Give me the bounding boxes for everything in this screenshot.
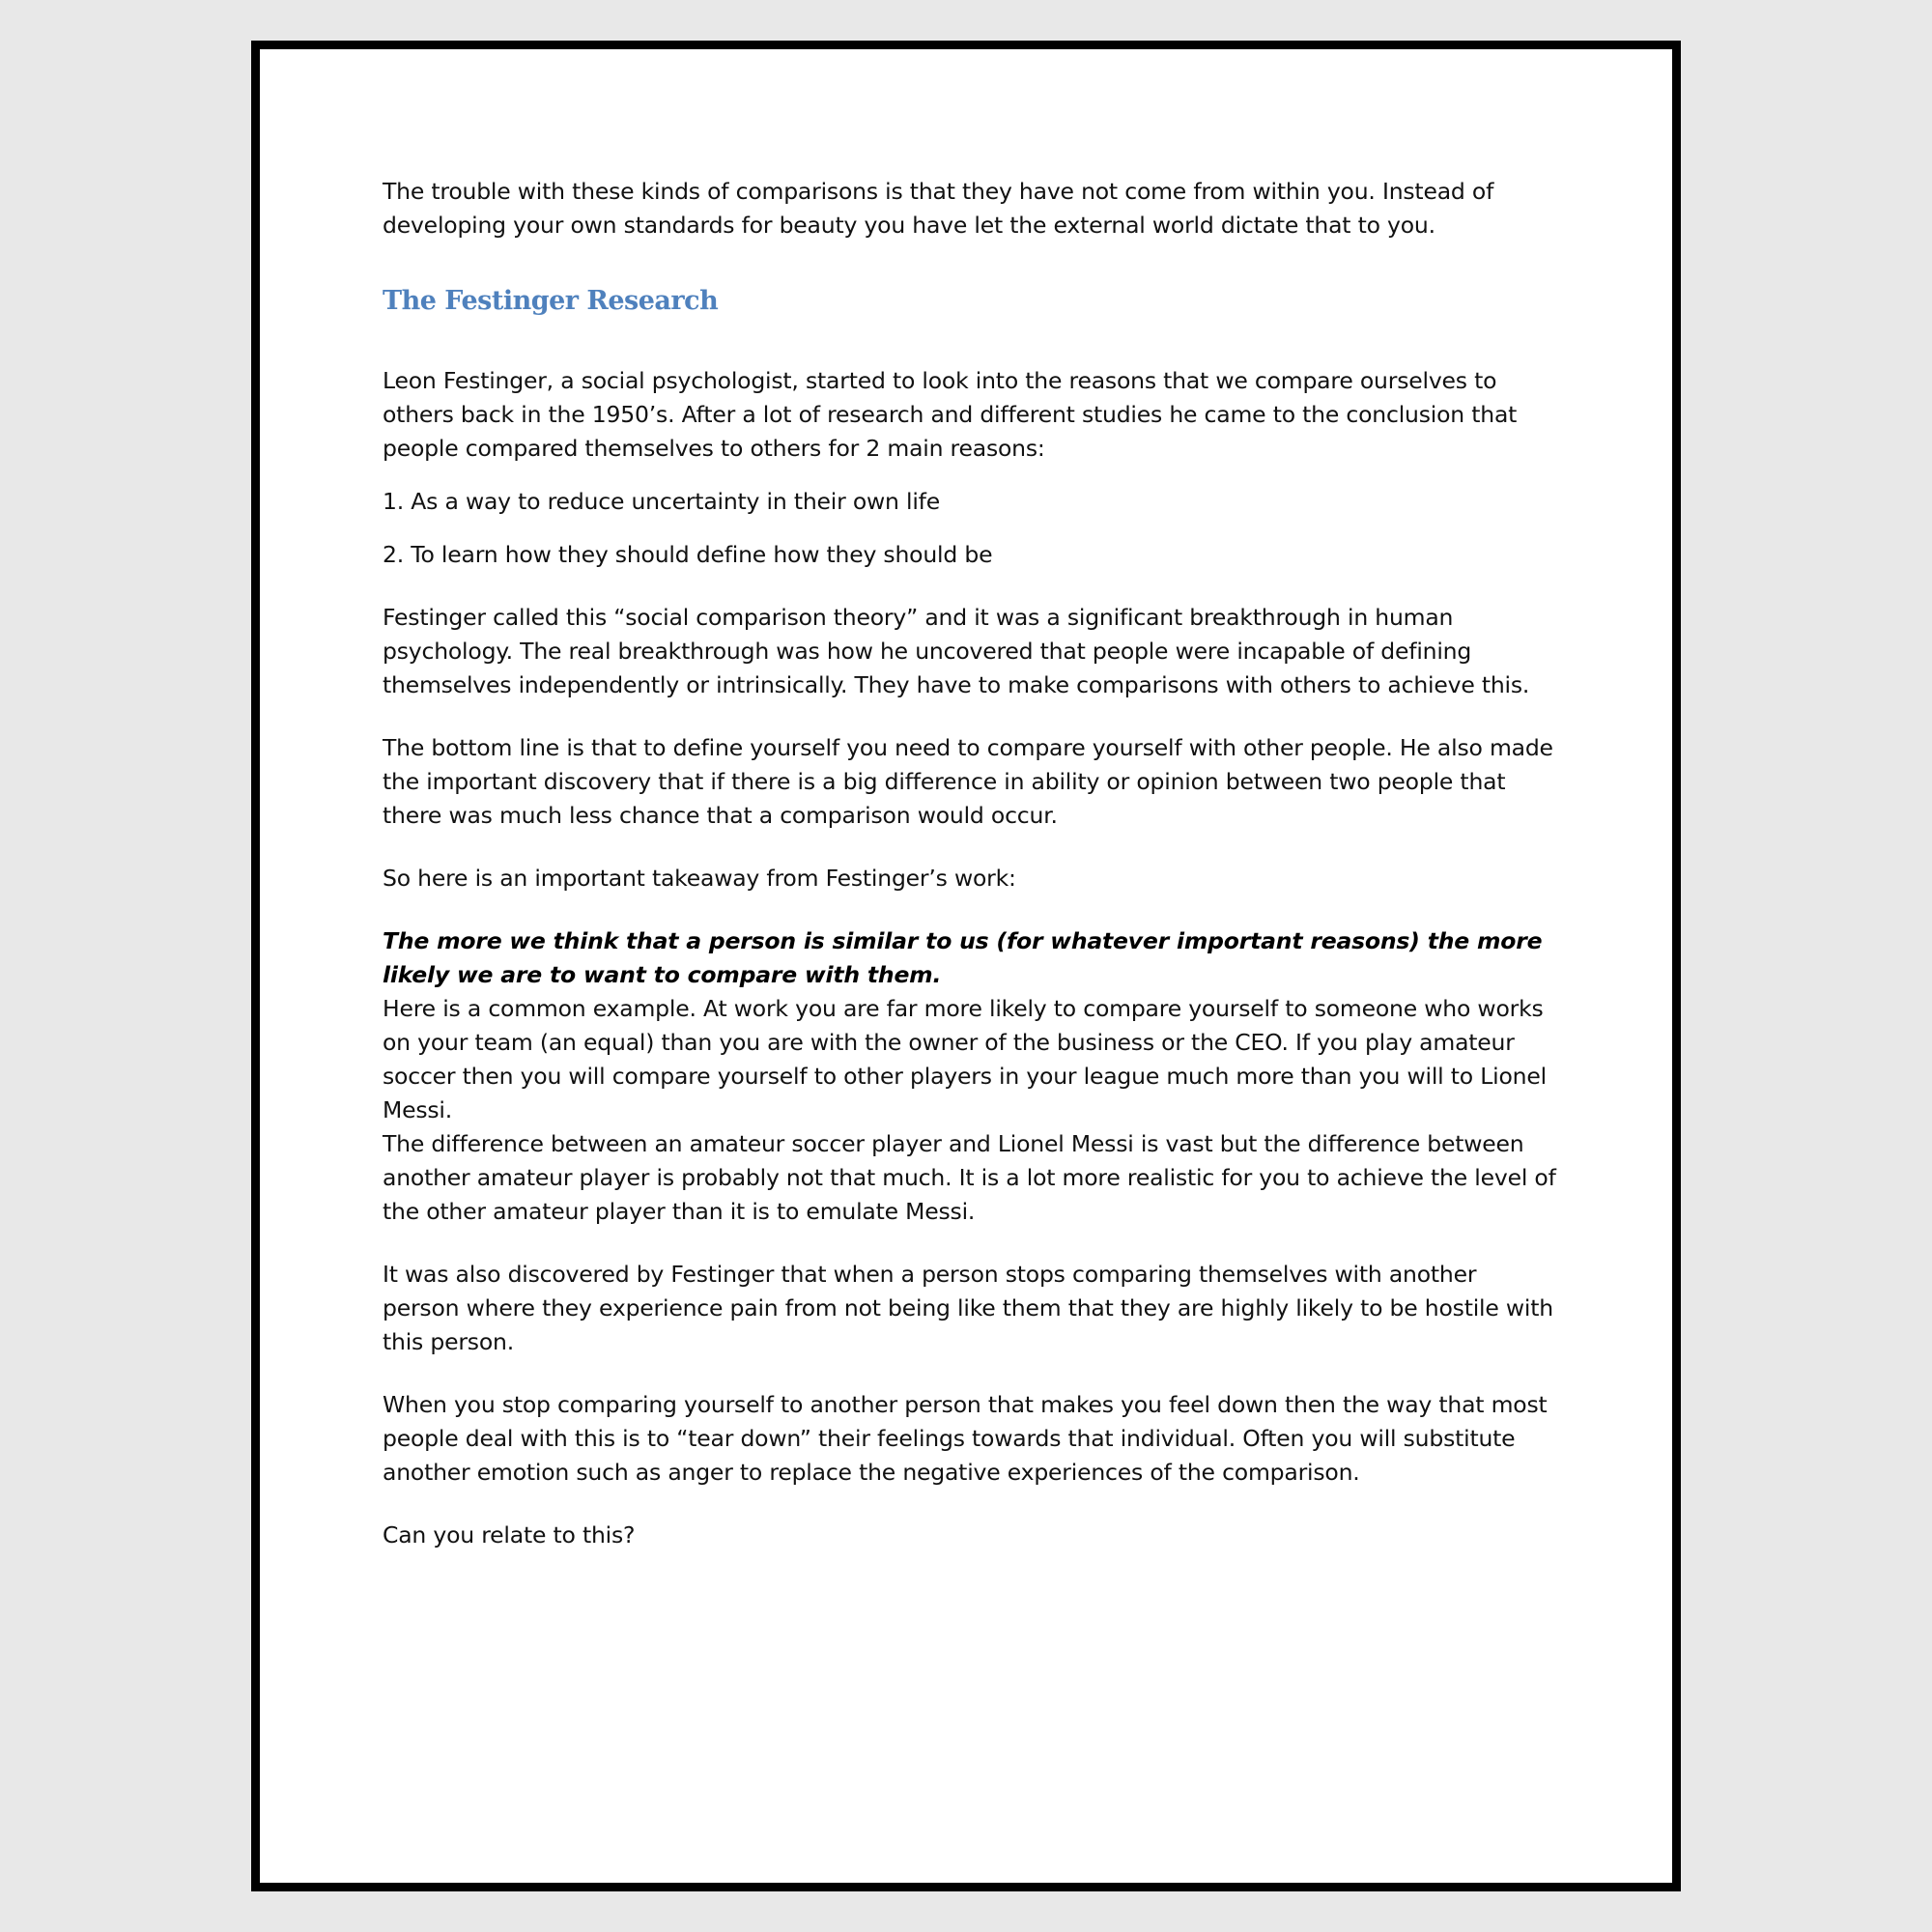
key-takeaway: The more we think that a person is similar to us (for whatever important reasons) the more likely we are to want to compare with them. xyxy=(383,927,1543,988)
paragraph-social-comparison-theory: Festinger called this “social comparison theory” and it was a significant breakthrough in human psychology. The real breakthrough was how he uncovered that people were incapable of defining themselves independently or intrinsically. They have to make comparisons with others to achieve this. xyxy=(383,604,1530,698)
page-content xyxy=(383,175,1556,1552)
paragraph-tear-down: When you stop comparing yourself to another person that makes you feel down then the way that most people deal with this is to “tear down” their feelings towards that individual. Often you will substitute another emotion such as anger to replace the negative experiences of the comparison. xyxy=(383,1391,1548,1486)
list-item-2: 2. To learn how they should define how they should be xyxy=(383,541,993,568)
paragraph-amateur-difference: The difference between an amateur soccer player and Lionel Messi is vast but the difference between another amateur player is probably not that much. It is a lot more realistic for you to achieve the level of the other amateur player than it is to emulate Messi. xyxy=(383,1130,1556,1225)
paragraph-takeaway-intro: So here is an important takeaway from Festinger’s work: xyxy=(383,865,1016,892)
section-heading: The Festinger Research xyxy=(383,286,719,316)
paragraph-common-example: Here is a common example. At work you are far more likely to compare yourself to someone who works on your team (an equal) than you are with the owner of the business or the CEO. If you play amateur soccer then you will compare yourself to other players in your league much more than you will to Lionel Messi. xyxy=(383,995,1547,1123)
closing-question: Can you relate to this? xyxy=(383,1521,636,1548)
document-page xyxy=(251,41,1681,1891)
list-item-1: 1. As a way to reduce uncertainty in their own life xyxy=(383,488,941,515)
intro-paragraph: The trouble with these kinds of comparisons is that they have not come from within you. Instead of developing your own standards for beauty you have let the external world dictate that to you. xyxy=(383,178,1494,239)
paragraph-hostility: It was also discovered by Festinger that when a person stops comparing themselves with another person where they experience pain from not being like them that they are highly likely to be hostile with this person. xyxy=(383,1261,1553,1355)
paragraph-festinger-intro: Leon Festinger, a social psychologist, started to look into the reasons that we compare ourselves to others back in the 1950’s. After a lot of research and different studies he came to the conclusion that people compared themselves to others for 2 main reasons: xyxy=(383,367,1518,462)
paragraph-bottom-line: The bottom line is that to define yourself you need to compare yourself with other people. He also made the important discovery that if there is a big difference in ability or opinion between two people that there was much less chance that a comparison would occur. xyxy=(383,734,1553,829)
